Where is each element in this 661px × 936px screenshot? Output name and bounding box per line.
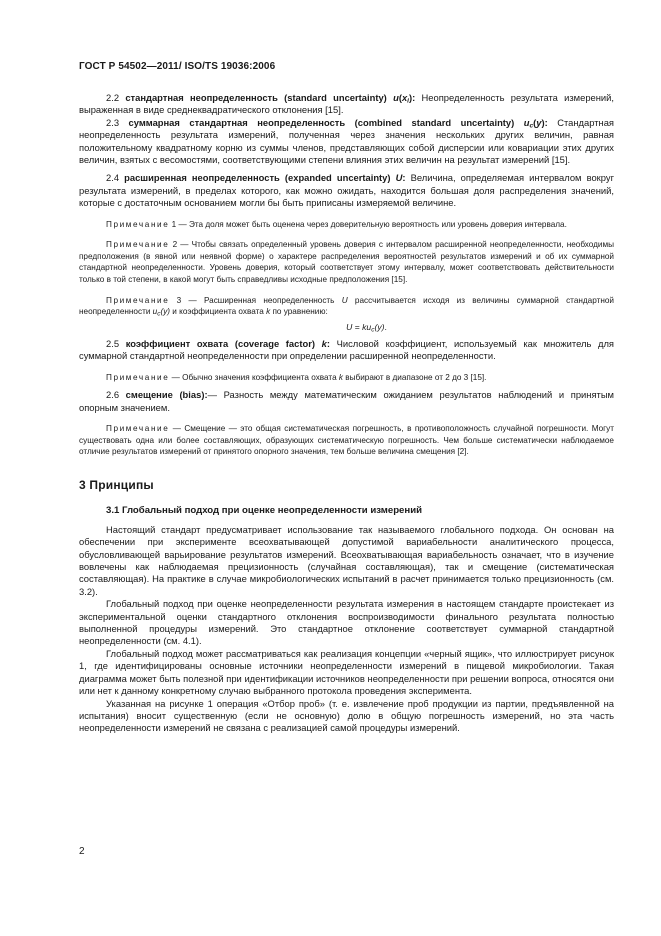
term: стандартная неопределенность (standard uncertainty): [125, 92, 394, 103]
note-3: Примечание 3 — Расширенная неопределенность U рассчитывается исходя из величины суммарной стандартной неопределенности $u_c(y)$ и коэффициента охвата k по уравнению:: [79, 295, 614, 318]
subsection-title: 3.1 Глобальный подход при оценке неопределенности измерений: [106, 504, 422, 516]
formula-expanded-uncertainty: $U = ku_c(y)$.: [346, 321, 387, 334]
definition-2-4: 2.4 расширенная неопределенность (expanded uncertainty) U: Величина, определяемая интервалом вокруг результата измерений, в пределах которого, как можно ожидать, находится большая доля распределения значений, которые с достаточным основанием могли бы быть приписаны измеряемой величине.: [79, 172, 614, 209]
term: расширенная неопределенность (expanded uncertainty): [124, 172, 396, 184]
paragraph: Указанная на рисунке 1 операция «Отбор проб» (т. е. извлечение проб продукции из партии, предъявленной на испытания) вносит существенную (если не основную) долю в общую погрешность измерений, но эта часть неопределенности измерений не связана с реализацией самой процедуры измерений.: [79, 697, 614, 734]
definition-2-5: 2.5 коэффициент охвата (coverage factor) k: Числовой коэффициент, используемый как множитель для суммарной стандартной неопределенности при определении расширенной неопределенности.: [79, 337, 614, 362]
term: коэффициент охвата (coverage factor): [125, 337, 322, 349]
page-number: 2: [79, 846, 85, 857]
paragraph: Глобальный подход может рассматриваться как реализация концепции «черный ящик», что иллюстрирует рисунок 1, где идентифицированы основные источники неопределенности измерений в пищевой микробиологии. Такая диаграмма может быть полезной при идентификации источников неопределенности при решении вопроса, относятся они или нет к данному конкретному случаю выбранного протокола проведения эксперимента.: [79, 647, 614, 697]
definition-2-2: 2.2 стандартная неопределенность (standard uncertainty) $u(x_i)$: Неопределенность результата измерений, выраженная в виде среднеквадратического отклонения [15].: [79, 92, 615, 116]
page-header: ГОСТ Р 54502—2011/ ISO/TS 19036:2006: [79, 61, 276, 72]
paragraph: Настоящий стандарт предусматривает использование так называемого глобального подхода. Он основан на обеспечении при эксперименте всеохватывающей допустимой вариабельности аналитического процесса, обусловливающей варьирование результатов измерений. Всеохватывающая вариабельность означает, что в изучение вовлечены как наблюдаемая прецизионность (случайная составляющая), так и смещение (систематическая составляющая). На практике в случае микробиологических испытаний в расчет принимается только прецизионность (см. 3.2).: [79, 523, 614, 597]
page-content: [79, 92, 614, 735]
term: суммарная стандартная неопределенность (combined standard uncertainty): [128, 116, 524, 128]
term: смещение (bias):: [125, 389, 208, 401]
paragraph: Глобальный подход при оценке неопределенности результата измерения в настоящем стандарте проистекает из экспериментальной оценки стандартного отклонения воспроизводимости финального результата полностью выполненной процедуры измерений. Это стандартное отклонение соответствует суммарной стандартной неопределенности (см. 4.1).: [79, 598, 614, 647]
section-title: 3 Принципы: [79, 477, 154, 492]
definition-2-6: 2.6 смещение (bias):— Разность между математическим ожиданием результатов наблюдений и принятым опорным значением.: [79, 389, 614, 413]
note-coverage-factor: Примечание — Обычно значения коэффициента охвата k выбирают в диапазоне от 2 до 3 [15].: [106, 372, 487, 382]
note-2: Примечание 2 — Чтобы связать определенный уровень доверия с интервалом расширенной неопределенности, необходимы предположения (в явной или неявной форме) о характере распределения вероятностей результатов измерений и об их суммарной стандартной неопределенности. Уровень доверия, который соответствует этому интервалу, может соответствовать действительности только в той степени, в какой могут быть справедливы исходные предположения [15].: [79, 240, 614, 285]
note-bias: Примечание — Смещение — это общая систематическая погрешность, в противоположность случайной погрешности. Могут существовать одна или более составляющих, образующих систематическую погрешность. Чем больше систематически наблюдаемое отличие результатов измерений от принятого опорного значения, тем больше величина смещения [2].: [79, 424, 614, 457]
note-1: Примечание 1 — Эта доля может быть оценена через доверительную вероятность или уровень доверия интервала.: [106, 219, 567, 229]
definition-2-3: 2.3 суммарная стандартная неопределенность (combined standard uncertainty) $u_c(y)$: Стандартная неопределенность результата измерений, полученная через значения нескольких других величин, равная положительному квадратному корню из суммы членов, представляющих собой дисперсии или ковариации этих других величин, взятых с весомостями, соответствующими степени влияния этих величин на результат измерений [15].: [79, 116, 614, 166]
